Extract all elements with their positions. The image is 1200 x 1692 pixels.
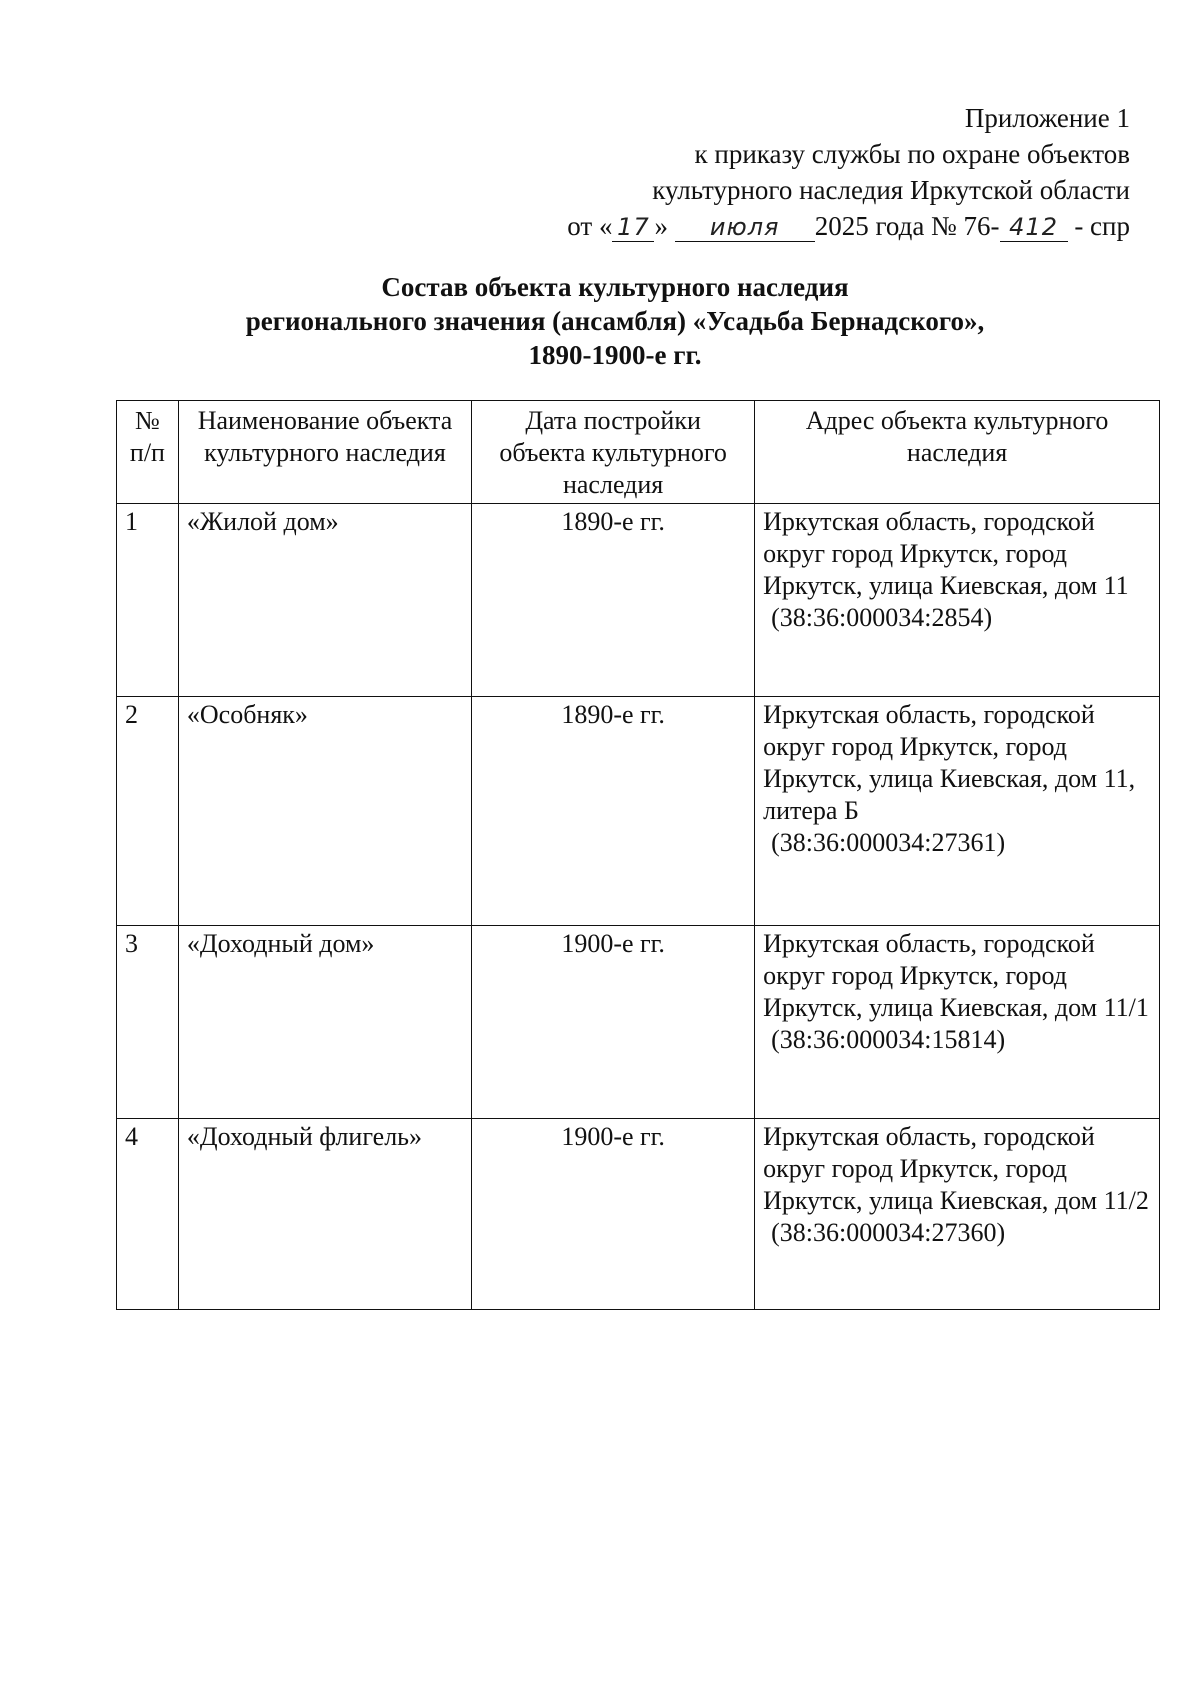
cadastral-number: (38:36:000034:27361) xyxy=(771,828,1006,857)
title-line-1: Состав объекта культурного наследия xyxy=(381,272,849,302)
order-suffix: - спр xyxy=(1074,211,1130,241)
date-mid: » xyxy=(654,211,668,241)
object-address: Иркутская область, городской округ город Иркутск, город Иркутск, улица Киевская, дом 11/2 xyxy=(763,1122,1149,1215)
object-address: Иркутская область, городской округ город Иркутск, город Иркутск, улица Киевская, дом 11, литера Б xyxy=(763,700,1136,825)
appendix-label: Приложение 1 xyxy=(964,103,1130,133)
title-line-2: регионального значения (ансамбля) «Усадьба Бернадского», xyxy=(245,306,985,336)
appendix-authority: культурного наследия Иркутской области xyxy=(652,175,1130,205)
object-name: «Доходный флигель» xyxy=(178,1119,471,1310)
object-address: Иркутская область, городской округ город Иркутск, город Иркутск, улица Киевская, дом 11/1 xyxy=(763,929,1149,1022)
object-address-cell xyxy=(755,504,1160,697)
construction-date: 1900-е гг. xyxy=(472,926,755,1119)
table-row xyxy=(117,697,1160,926)
object-name: «Жилой дом» xyxy=(178,504,471,697)
handwritten-order-number: 412 xyxy=(1000,213,1068,242)
object-address-cell xyxy=(755,697,1160,926)
appendix-order-ref: к приказу службы по охране объектов xyxy=(694,139,1130,169)
object-name: «Особняк» xyxy=(178,697,471,926)
object-name: «Доходный дом» xyxy=(178,926,471,1119)
row-number: 3 xyxy=(117,926,179,1119)
date-prefix: от « xyxy=(567,211,613,241)
handwritten-day: 17 xyxy=(612,213,654,242)
row-number: 1 xyxy=(117,504,179,697)
column-header-date: Дата постройки объекта культурного наследия xyxy=(472,401,755,504)
column-header-name: Наименование объекта культурного наследия xyxy=(178,401,471,504)
document-title xyxy=(0,270,1200,372)
year-text: 2025 года № 76- xyxy=(814,211,1000,241)
order-date-line xyxy=(567,208,1130,244)
construction-date: 1890-е гг. xyxy=(472,697,755,926)
table-row xyxy=(117,926,1160,1119)
column-header-number: № п/п xyxy=(117,401,179,504)
title-line-3: 1890-1900-е гг. xyxy=(528,340,702,370)
cadastral-number: (38:36:000034:2854) xyxy=(771,603,993,632)
column-header-address: Адрес объекта культурного наследия xyxy=(755,401,1160,504)
table-row xyxy=(117,504,1160,697)
row-number: 4 xyxy=(117,1119,179,1310)
row-number: 2 xyxy=(117,697,179,926)
object-address: Иркутская область, городской округ город Иркутск, город Иркутск, улица Киевская, дом 11 xyxy=(763,507,1129,600)
construction-date: 1900-е гг. xyxy=(472,1119,755,1310)
heritage-objects-table xyxy=(116,400,1160,1310)
appendix-header xyxy=(567,100,1130,244)
table-row xyxy=(117,1119,1160,1310)
handwritten-month: июля xyxy=(675,213,815,242)
construction-date: 1890-е гг. xyxy=(472,504,755,697)
object-address-cell xyxy=(755,1119,1160,1310)
object-address-cell xyxy=(755,926,1160,1119)
table-header-row xyxy=(117,401,1160,504)
cadastral-number: (38:36:000034:15814) xyxy=(771,1025,1006,1054)
cadastral-number: (38:36:000034:27360) xyxy=(771,1218,1006,1247)
